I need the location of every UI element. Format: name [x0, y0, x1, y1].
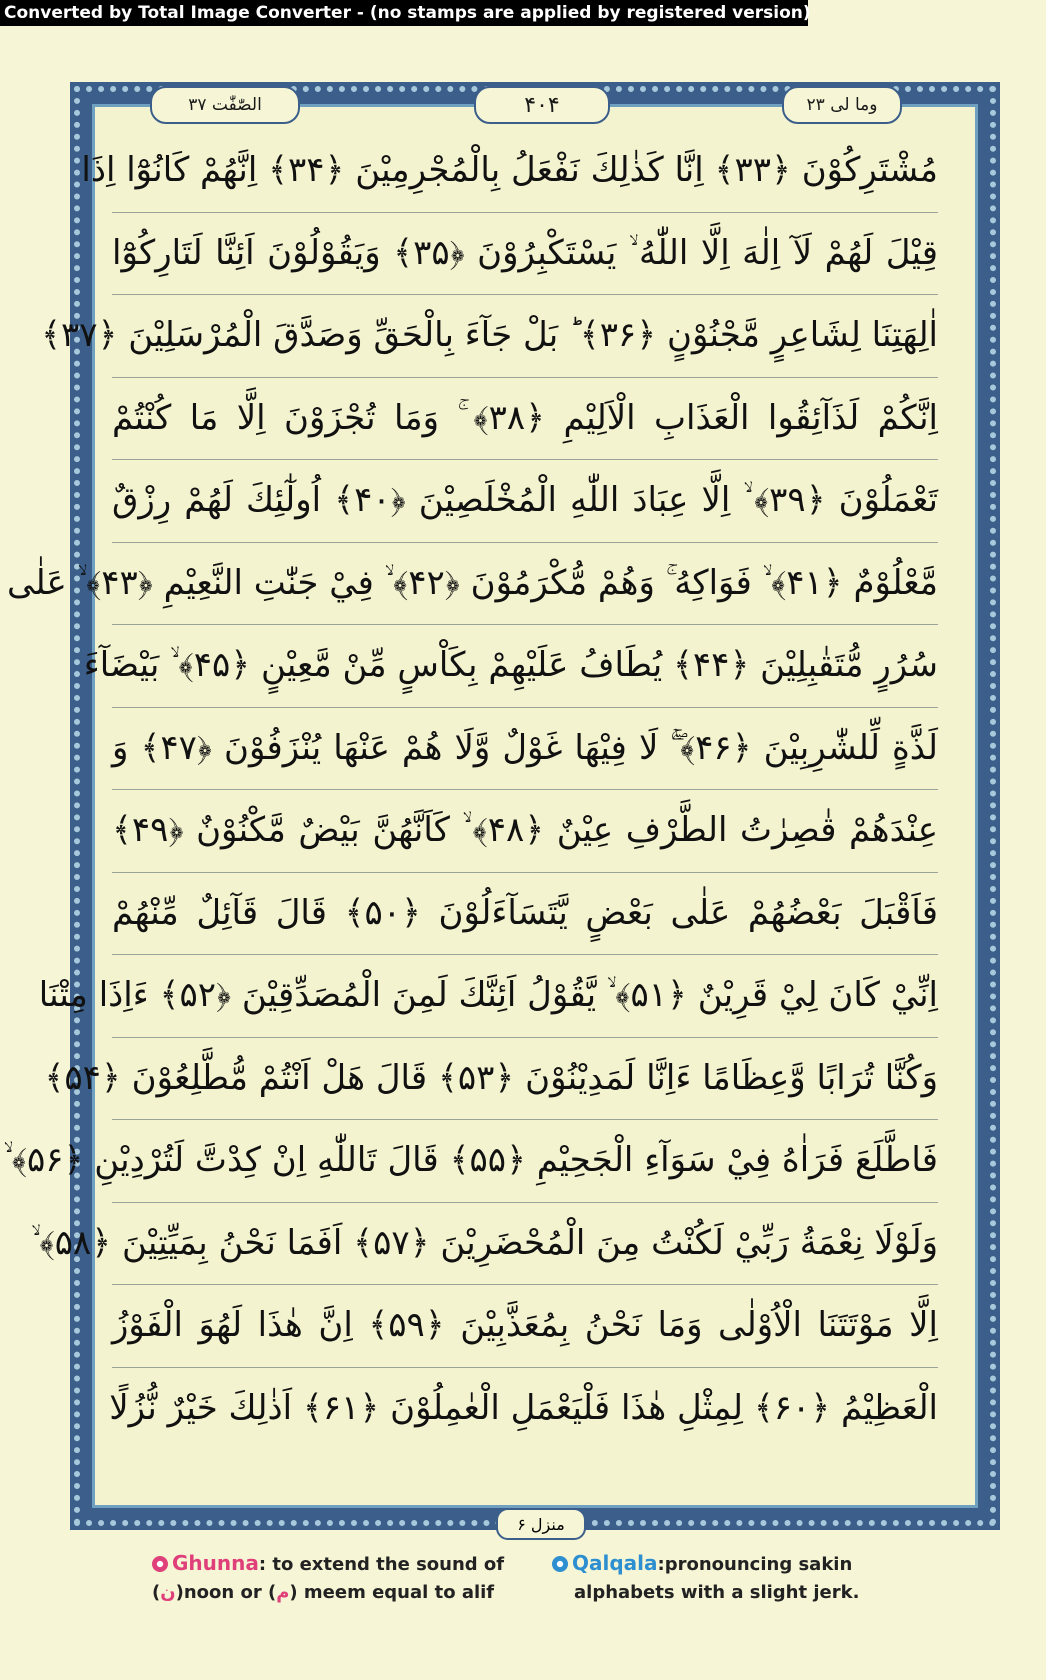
ghunna-description: : to extend the sound of	[258, 1554, 505, 1575]
ghunna-legend	[152, 1548, 552, 1608]
qalqala-description: :pronouncing sakin	[657, 1554, 853, 1575]
text-line: وَلَوْلَا نِعْمَةُ رَبِّيْ لَكُنْتُ مِنَ الْمُحْضَرِيْنَ ﴿۵۷﴾ اَفَمَا نَحْنُ بِمَيِّتِيْنَ ﴿۵۸﴾ ۙ	[112, 1203, 938, 1286]
text-line: لَذَّةٍ لِّلشّٰرِبِيْنَ ﴿۴۶﴾ ۚۖ لَا فِيْهَا غَوْلٌ وَّلَا هُمْ عَنْهَا يُنْزَفُوْنَ ﴿۴۷﴾ وَ	[112, 708, 938, 791]
text-line: قِيْلَ لَهُمْ لَآ اِلٰهَ اِلَّا اللّٰهُ ۙ يَسْتَكْبِرُوْنَ ﴿۳۵﴾ وَيَقُوْلُوْنَ اَئِنَّا لَتَارِكُوْٓا	[112, 213, 938, 296]
juz-name-label: وما لی ۲۳	[782, 86, 902, 124]
converter-watermark-banner: Converted by Total Image Converter - (no stamps are applied by registered version)	[0, 0, 808, 26]
text-line: اِنِّيْ كَانَ لِيْ قَرِيْنٌ ﴿۵۱﴾ ۙ يَّقُوْلُ اَئِنَّكَ لَمِنَ الْمُصَدِّقِيْنَ ﴿۵۲﴾ ءَاِذَا مِتْنَا	[112, 955, 938, 1038]
text-line: اِلَّا مَوْتَتَنَا الْاُوْلٰى وَمَا نَحْنُ بِمُعَذَّبِيْنَ ﴿۵۹﴾ اِنَّ هٰذَا لَهُوَ الْفَوْزُ	[112, 1285, 938, 1368]
text-line: الْعَظِيْمُ ﴿۶۰﴾ لِمِثْلِ هٰذَا فَلْيَعْمَلِ الْعٰمِلُوْنَ ﴿۶۱﴾ اَذٰلِكَ خَيْرٌ نُّزُلًا	[109, 1387, 938, 1428]
quran-text-block	[3, 130, 939, 1450]
ghunna-description-end: ) meem equal to alif	[289, 1582, 495, 1603]
text-line: عِنْدَهُمْ قٰصِرٰتُ الطَّرْفِ عِيْنٌ ﴿۴۸﴾ ۙ كَاَنَّهُنَّ بَيْضٌ مَّكْنُوْنٌ ﴿۴۹﴾	[112, 790, 938, 873]
ghunna-paren: (	[152, 1582, 161, 1603]
flower-icon	[152, 1556, 168, 1572]
flower-icon	[552, 1556, 568, 1572]
ghunna-title: Ghunna	[172, 1551, 259, 1575]
manzil-label: منزل ۶	[496, 1508, 586, 1540]
text-line: فَاَقْبَلَ بَعْضُهُمْ عَلٰى بَعْضٍ يَّتَسَآءَلُوْنَ ﴿۵۰﴾ قَالَ قَآئِلٌ مِّنْهُمْ	[112, 873, 938, 956]
qalqala-title: Qalqala	[572, 1551, 658, 1575]
tajweed-legend	[0, 1548, 1046, 1668]
text-line: مُشْتَرِكُوْنَ ﴿۳۳﴾ اِنَّا كَذٰلِكَ نَفْعَلُ بِالْمُجْرِمِيْنَ ﴿۳۴﴾ اِنَّهُمْ كَانُوْٓا اِذَا	[112, 130, 938, 213]
text-line: فَاطَّلَعَ فَرَاٰهُ فِيْ سَوَآءِ الْجَحِيْمِ ﴿۵۵﴾ قَالَ تَاللّٰهِ اِنْ كِدْتَّ لَتُرْدِيْنِ ﴿۵۶﴾ ۙ	[112, 1120, 938, 1203]
qalqala-description-2: alphabets with a slight jerk.	[574, 1582, 860, 1603]
text-line: اٰلِهَتِنَا لِشَاعِرٍ مَّجْنُوْنٍ ﴿۳۶﴾ ؕ بَلْ جَآءَ بِالْحَقِّ وَصَدَّقَ الْمُرْسَلِيْنَ ﴿۳۷﴾	[112, 295, 938, 378]
page-number-label: ۴۰۴	[474, 86, 610, 124]
text-line: اِنَّكُمْ لَذَآئِقُوا الْعَذَابِ الْاَلِيْمِ ﴿۳۸﴾ ۚ وَمَا تُجْزَوْنَ اِلَّا مَا كُنْتُمْ	[112, 378, 938, 461]
qalqala-legend	[552, 1548, 952, 1608]
noon-glyph: ن	[160, 1582, 176, 1603]
text-line: سُرُرٍ مُّتَقٰبِلِيْنَ ﴿۴۴﴾ يُطَافُ عَلَيْهِمْ بِكَاْسٍ مِّنْ مَّعِيْنٍ ﴿۴۵﴾ ۙ بَيْضَآءَ	[112, 625, 938, 708]
text-line: تَعْمَلُوْنَ ﴿۳۹﴾ ۙ اِلَّا عِبَادَ اللّٰهِ الْمُخْلَصِيْنَ ﴿۴۰﴾ اُولٰٓئِكَ لَهُمْ رِزْقٌ	[112, 460, 938, 543]
meem-glyph: م	[276, 1582, 290, 1603]
text-line: وَكُنَّا تُرَابًا وَّعِظَامًا ءَاِنَّا لَمَدِيْنُوْنَ ﴿۵۳﴾ قَالَ هَلْ اَنْتُمْ مُّطَّلِعُوْنَ ﴿۵۴﴾	[112, 1038, 938, 1121]
ghunna-description-mid: )noon or (	[175, 1582, 277, 1603]
surah-name-label: الصّٰفّٰت ۳۷	[150, 86, 300, 124]
text-line: مَّعْلُوْمٌ ﴿۴۱﴾ ۙ فَوَاكِهُ ۚ وَهُمْ مُّكْرَمُوْنَ ﴿۴۲﴾ ۙ فِيْ جَنّٰتِ النَّعِيْمِ ﴿۴۳﴾ ۙ عَلٰى	[112, 543, 938, 626]
